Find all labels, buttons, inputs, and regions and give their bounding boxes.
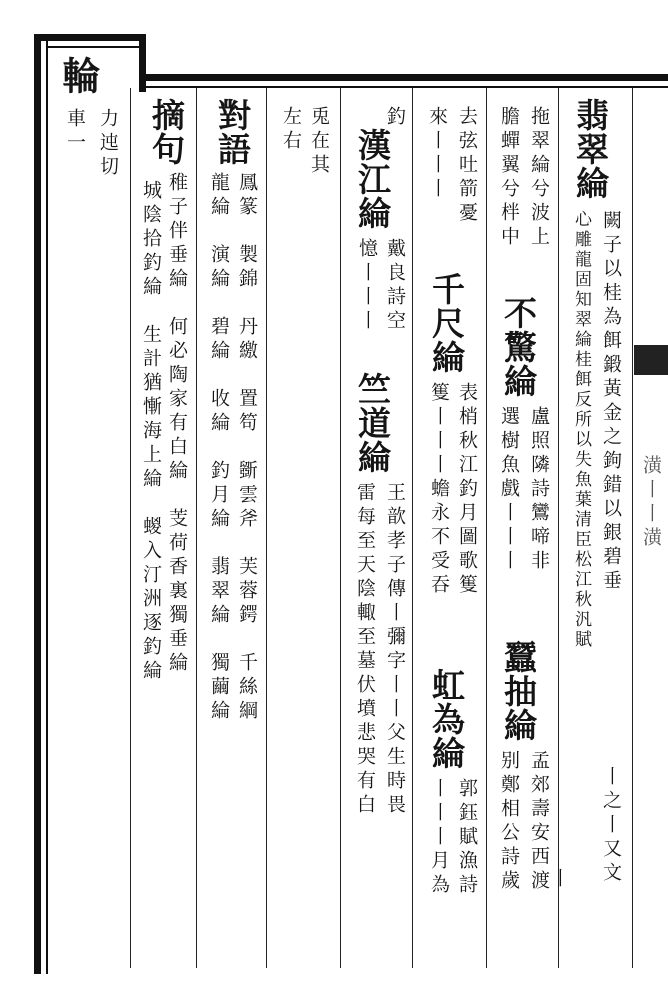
column-rule [196, 88, 197, 968]
text-line: 丨丨丨月為 [428, 778, 450, 898]
text-line: 郭鈺賦漁詩 [456, 778, 478, 898]
entry-heading: 千尺綸 [427, 272, 466, 374]
entry-heading: 翡翠綸 [571, 98, 610, 200]
text-line: 别鄭相公詩歲 [498, 750, 520, 894]
entry-heading: 不驚綸 [499, 296, 538, 398]
text-line: 膽蟬翼兮柈中 [498, 106, 520, 250]
frame-top-outer-2 [139, 74, 668, 81]
text-line: 闕子以桂為餌鍛黃金之鉤錯以銀碧垂 [600, 210, 622, 594]
frame-left-inner [46, 40, 48, 974]
text-line: 城陰拾釣綸 生計猶慚海上綸 蝬入汀洲逐釣綸 [140, 180, 162, 684]
text-line: 龍綸 演綸 碧綸 收綸 釣月綸 翡翠綸 獨繭綸 [208, 172, 230, 724]
text-line: 表梢秋江釣月圖歌篗 [456, 382, 478, 598]
entry-heading: 竺道綸 [353, 372, 392, 474]
section-heading-zhaiju: 摘句 [147, 98, 186, 166]
text-line: 孟郊壽安西渡 [528, 750, 550, 894]
text-line: 來丨丨丨 [426, 106, 448, 202]
text-line: 篗丨丨丨蟾永不受吞 [428, 382, 450, 598]
headword-reading: 力迍切 [97, 108, 119, 180]
text-line: 丨 [548, 868, 570, 892]
frame-top-inner-2 [146, 86, 668, 88]
column-rule [412, 88, 413, 968]
text-line: 稚子伴垂綸 何必陶家有白綸 芰荷香裏獨垂綸 [166, 172, 188, 676]
text-line: 雷每至天陰輙至墓伏墳悲哭有白 [354, 482, 376, 818]
edge-mark [634, 345, 668, 375]
text-line: 心雕龍固知翠綸桂餌反所以失魚葉清臣松江秋汎賦 [571, 210, 591, 650]
headword: 輪 [56, 56, 101, 95]
text-line: 去弦吐箭憂 [456, 106, 478, 226]
text-line: 兎在其 [308, 106, 330, 178]
column-rule [486, 88, 487, 968]
frame-top-outer [34, 34, 146, 41]
text-line: 拖翠綸兮波上 [528, 106, 550, 250]
column-rule [340, 88, 341, 968]
column-rule [558, 88, 559, 968]
text-line: 左右 [280, 106, 302, 154]
text-line: 王歆孝子傳丨彌字丨丨父生時畏 [384, 482, 406, 818]
text-line: 釣 [384, 106, 406, 130]
entry-heading: 漢江綸 [353, 128, 392, 230]
column-rule [266, 88, 267, 968]
column-rule [632, 88, 633, 968]
text-line: 戴良詩空 [384, 238, 406, 334]
text-line: 盧照隣詩鸞啼非 [528, 406, 550, 574]
frame-left-outer [34, 34, 41, 974]
entry-heading: 虹為綸 [427, 668, 466, 770]
text-line: 憶丨丨丨 [356, 238, 378, 334]
section-heading-duiyu: 對語 [213, 98, 252, 166]
frame-top-inner [46, 46, 140, 48]
edge-fragments: 潢丨丨潢 [640, 455, 662, 551]
entry-heading: 蠶抽綸 [499, 640, 538, 742]
text-line: 選樹魚戲丨丨丨 [498, 406, 520, 574]
frame-step-vert [139, 34, 146, 92]
text-line: 鳳篆 製錦 丹繳 置笱 斵雲斧 芙蓉鍔 千絲綱 [236, 172, 258, 724]
text-line: 丨之丨又文 [600, 766, 622, 886]
headword-radical: 車一 [64, 108, 86, 156]
column-rule [130, 88, 131, 968]
